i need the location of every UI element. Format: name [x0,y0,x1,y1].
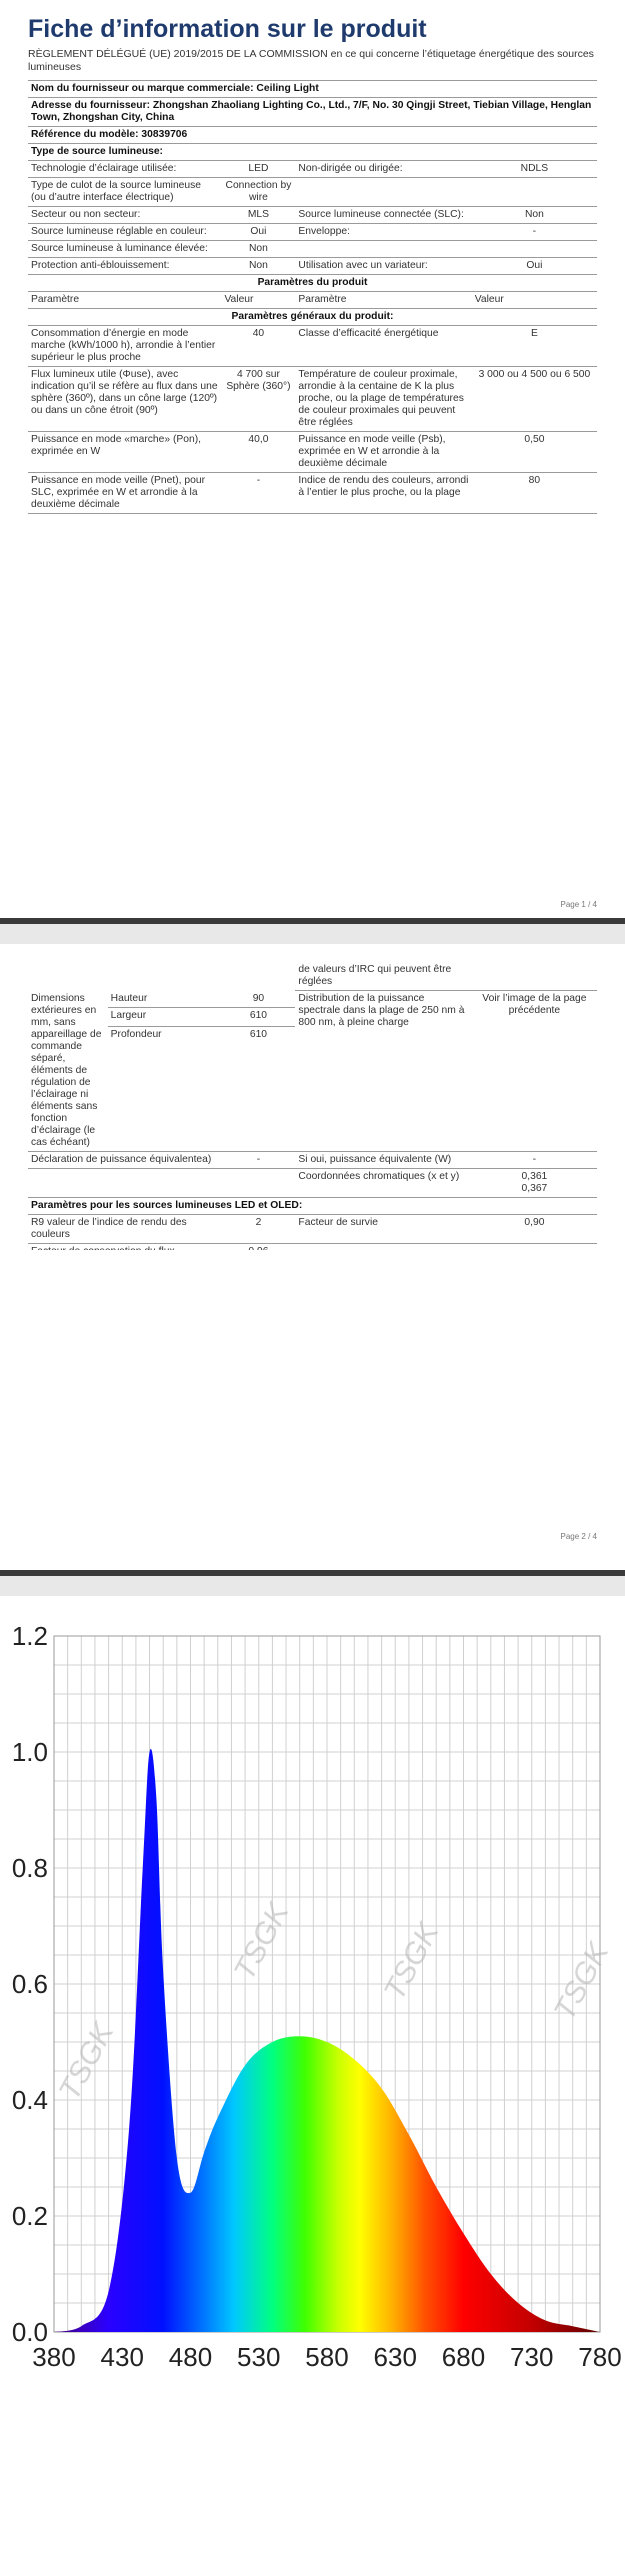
page-number: Page 1 / 4 [560,900,597,909]
cri-continuation: de valeurs d’IRC qui peuvent être réglées [295,962,471,991]
model-reference: Référence du modèle: 30839706 [28,127,597,144]
product-params-table [28,275,597,326]
type-cell: - [472,224,597,241]
type-row [28,161,597,178]
r9-label: R9 valeur de l’indice de rendu des couleurs [28,1214,221,1243]
type-cell: Connection by wire [221,178,295,207]
general-params-table [28,326,597,514]
type-cell: Technologie d’éclairage utilisée: [28,161,221,178]
general-row [28,473,597,514]
type-cell: Non [221,241,295,258]
type-row [28,241,597,258]
type-cell: Non-dirigée ou dirigée: [295,161,471,178]
type-cell [295,241,471,258]
type-cell: Enveloppe: [295,224,471,241]
watermark-text: TSGK [547,1937,616,2026]
page-separator-2 [0,1570,625,1596]
watermark-text: TSGK [377,1917,446,2006]
x-tick-label: 680 [441,2342,486,2372]
x-tick-label: 380 [32,2342,76,2372]
equiv-power-value: - [221,1151,295,1168]
type-cell: Source lumineuse réglable en couleur: [28,224,221,241]
led-header: Paramètres pour les sources lumineuses LED et OLED: [28,1197,597,1214]
dim-width-label: Largeur [108,1008,182,1026]
chroma-label: Coordonnées chromatiques (x et y) [295,1168,471,1197]
chroma-value: 0,361 0,367 [472,1168,597,1197]
type-cell: Non [472,207,597,224]
page-number-2: Page 2 / 4 [560,1532,597,1541]
general-row [28,367,597,432]
type-row [28,258,597,275]
spd-label: Distribution de la puissance spectrale dans la plage de 250 nm à 800 nm, à pleine charge [295,991,471,1152]
dim-width-value: 610 [221,1008,295,1026]
type-cell: Type de culot de la source lumineuse (ou d’autre interface électrique) [28,178,221,207]
x-tick-label: 530 [237,2342,281,2372]
supplier-address: Adresse du fournisseur: Zhongshan Zhaoliang Lighting Co., Ltd., 7/F, No. 30 Qingji Street, Tiebian Village, Henglan Town, Zhongshan City, China [28,98,597,127]
type-row [28,224,597,241]
page-separator [0,918,625,944]
general-header: Paramètres généraux du produit: [28,309,597,326]
type-cell: Secteur ou non secteur: [28,207,221,224]
y-tick-label: 0.6 [11,1969,48,1999]
y-tick-label: 0.4 [11,2085,48,2115]
spd-value: Voir l’image de la page précédente [472,991,597,1152]
survival-value: 0,90 [472,1214,597,1243]
watermark-text: TSGK [227,1897,296,1986]
type-row [28,207,597,224]
general-cell: E [472,326,597,367]
type-cell: Non [221,258,295,275]
x-tick-label: 780 [578,2342,622,2372]
dim-depth-label: Profondeur [108,1026,182,1151]
x-tick-label: 480 [168,2342,213,2372]
page-3 [0,1596,625,2560]
light-source-type-table [28,161,597,275]
y-tick-label: 1.0 [11,1737,48,1767]
general-row [28,326,597,367]
dim-height-label: Hauteur [108,991,182,1008]
survival-label: Facteur de survie [295,1214,471,1243]
general-cell: 40,0 [221,432,295,473]
general-cell: - [221,473,295,514]
watermark-text: TSGK [52,2017,121,2106]
y-tick-label: 0.8 [11,1853,48,1883]
general-cell: 4 700 sur Sphère (360°) [221,367,295,432]
general-cell: Puissance en mode «marche» (Pon), exprimée en W [28,432,221,473]
type-cell [295,178,471,207]
type-cell: Protection anti-éblouissement: [28,258,221,275]
x-tick-label: 430 [100,2342,144,2372]
spectral-power-chart [0,1596,625,2560]
general-cell: Température de couleur proximale, arrondie à la centaine de K la plus proche, ou la plage de températures de couleur proximales qui peuvent être réglées [295,367,471,432]
col-header-param-2: Paramètre [295,292,471,309]
general-cell: 3 000 ou 4 500 ou 6 500 [472,367,597,432]
page-1 [0,0,625,918]
general-cell: Indice de rendu des couleurs, arrondi à l’entier le plus proche, ou la plage [295,473,471,514]
general-cell: 0,50 [472,432,597,473]
r9-value: 2 [221,1214,295,1243]
type-cell [472,178,597,207]
type-cell: Oui [221,224,295,241]
general-cell: Consommation d’énergie en mode marche (kWh/1000 h), arrondie à l’entier supérieur le plus proche [28,326,221,367]
general-cell: Classe d’efficacité énergétique [295,326,471,367]
type-cell: NDLS [472,161,597,178]
page-2 [0,944,625,1250]
type-row [28,178,597,207]
type-cell: Source lumineuse à luminance élevée: [28,241,221,258]
type-cell: LED [221,161,295,178]
regulation-text: RÈGLEMENT DÉLÉGUÉ (UE) 2019/2015 DE LA COMMISSION en ce qui concerne l’étiquetage énergétique des sources lumineuses [28,48,594,73]
y-tick-label: 0.0 [11,2317,48,2347]
equiv-power-w-value: - [472,1151,597,1168]
general-cell: 80 [472,473,597,514]
type-header: Type de source lumineuse: [28,144,597,161]
page-2-lower [0,1250,625,1570]
type-cell: Oui [472,258,597,275]
dim-height-value: 90 [221,991,295,1008]
x-tick-label: 730 [510,2342,554,2372]
dimensions-label: Dimensions extérieures en mm, sans appareillage de commande séparé, éléments de régulation de l’éclairage ni éléments sans fonction d’éclairage (le cas échéant) [28,991,108,1152]
col-header-param: Paramètre [28,292,221,309]
dim-depth-value: 610 [221,1026,295,1151]
general-row [28,432,597,473]
type-cell: Source lumineuse connectée (SLC): [295,207,471,224]
y-tick-label: 0.2 [11,2201,48,2231]
general-cell: Flux lumineux utile (Φuse), avec indication qu’il se réfère au flux dans une sphère (360º), dans un cône large (120º) ou dans un cône étroit (90º) [28,367,221,432]
general-cell: Puissance en mode veille (Psb), exprimée en W et arrondie à la deuxième décimale [295,432,471,473]
type-cell: Utilisation avec un variateur: [295,258,471,275]
type-cell [472,241,597,258]
general-cell: Puissance en mode veille (Pnet), pour SLC, exprimée en W et arrondie à la deuxième décimale [28,473,221,514]
general-cell: 40 [221,326,295,367]
y-tick-label: 1.2 [11,1621,48,1651]
x-tick-label: 630 [373,2342,417,2372]
params-header: Paramètres du produit [28,275,597,292]
x-tick-label: 580 [305,2342,349,2372]
col-header-value-2: Valeur [472,292,597,309]
page-title: Fiche d’information sur le produit [28,15,427,43]
supplier-table [28,80,597,161]
type-cell: MLS [221,207,295,224]
supplier-name: Nom du fournisseur ou marque commerciale: Ceiling Light [28,81,597,98]
col-header-value: Valeur [221,292,295,309]
equiv-power-label: Déclaration de puissance équivalentea) [28,1151,221,1168]
equiv-power-w-label: Si oui, puissance équivalente (W) [295,1151,471,1168]
